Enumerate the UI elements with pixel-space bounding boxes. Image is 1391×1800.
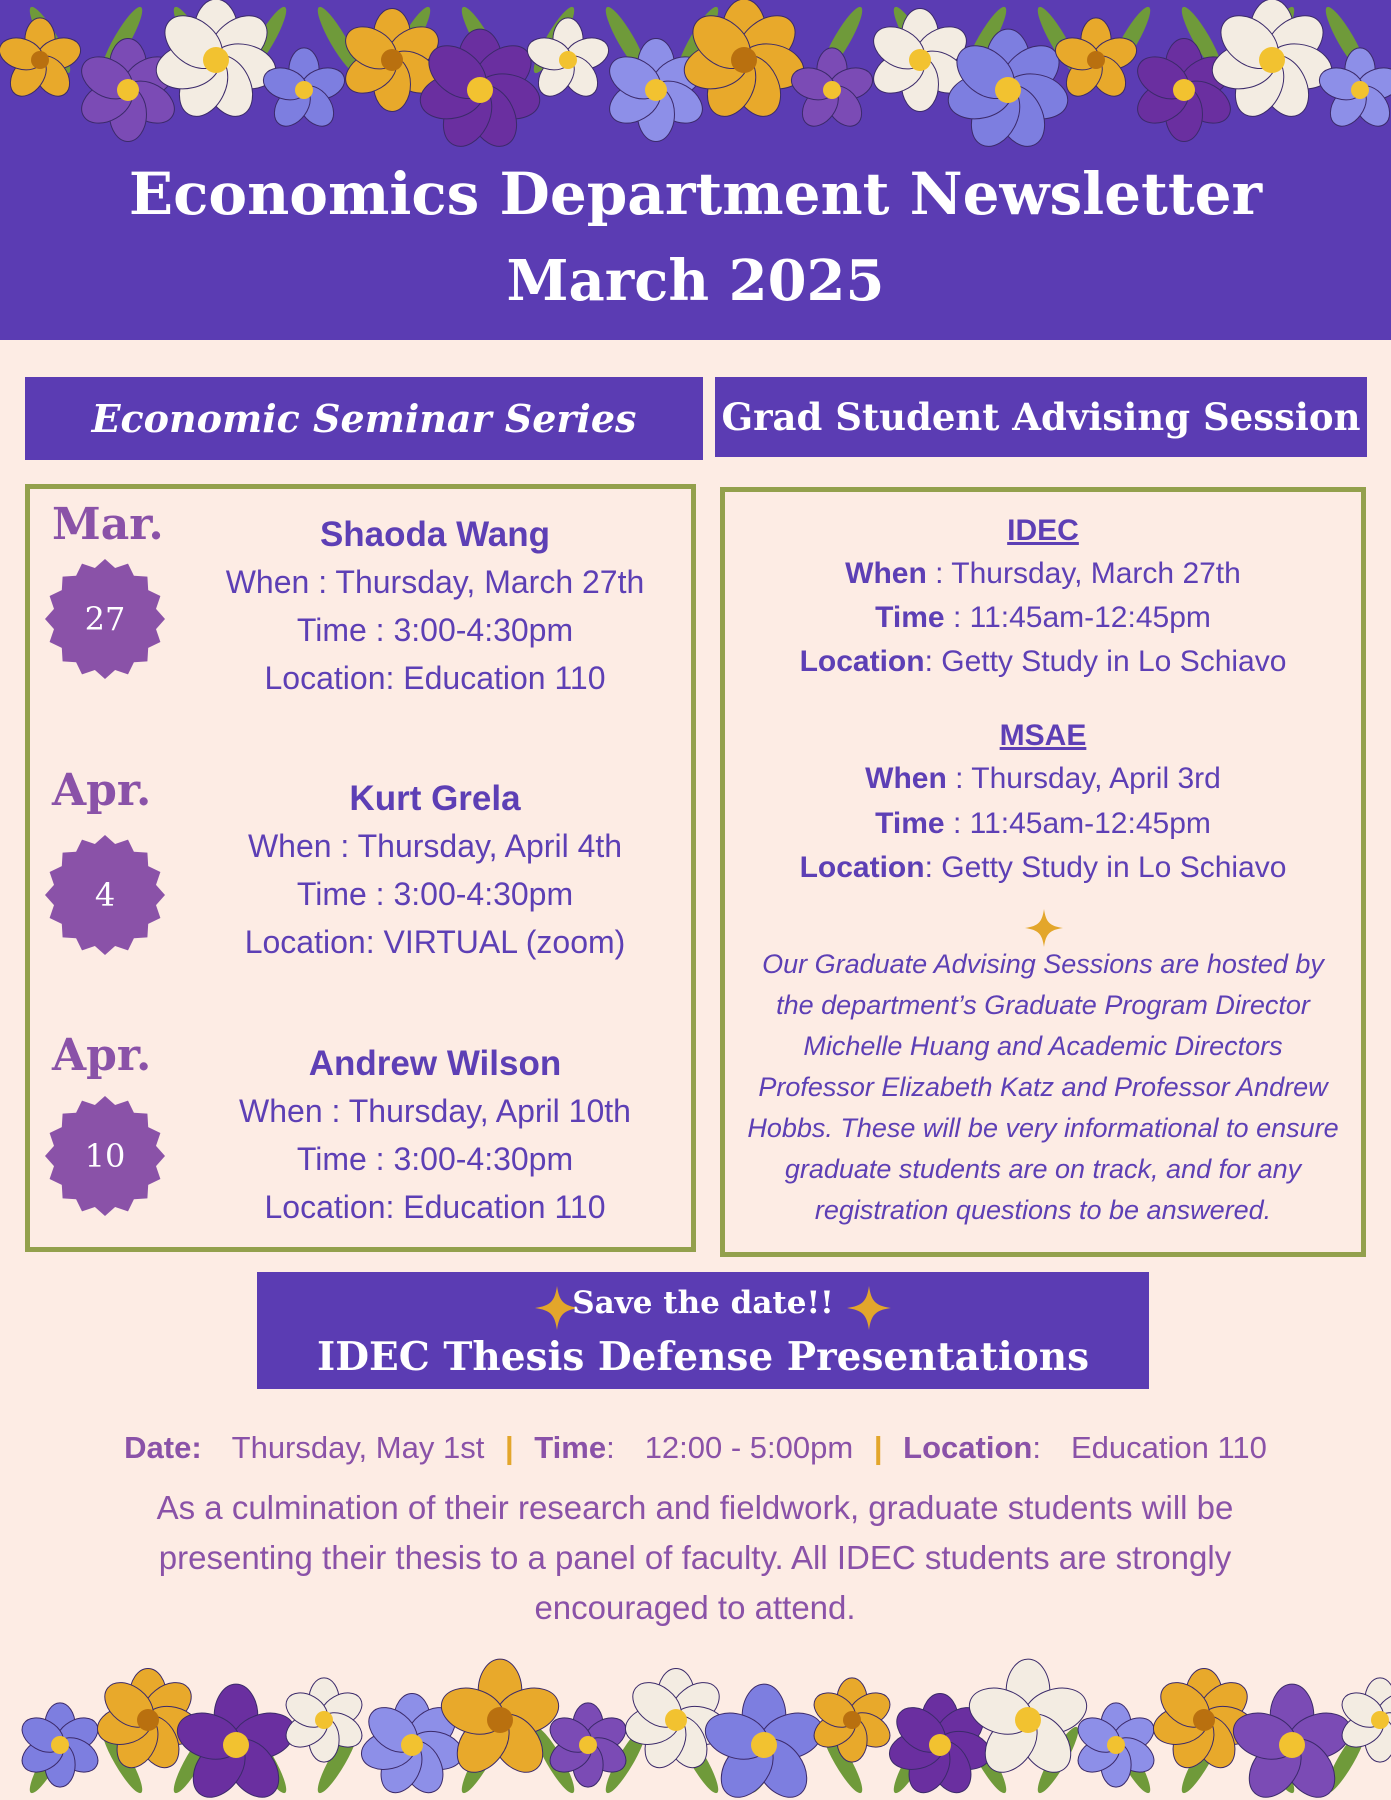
session-program: MSAE	[999, 719, 1087, 752]
session-time: Time : 11:45am-12:45pm	[875, 601, 1211, 634]
advising-description: Our Graduate Advising Sessions are hosted by the department’s Graduate Program Director Michelle Huang and Academic Directors Professor Elizabeth Katz and Professor Andrew Hobbs. These will be very informational to ensure graduate students are on track, and for any registration questions to be answered.	[747, 949, 1339, 1225]
event-when: When : Thursday, March 27th	[225, 564, 645, 600]
sparkle-icon	[1025, 909, 1063, 947]
event-month: Apr.	[52, 765, 152, 816]
flower-icon	[1072, 1703, 1160, 1787]
event-day: 27	[84, 600, 126, 638]
flower-border-decoration	[0, 1640, 1391, 1800]
flower-icon	[0, 18, 85, 103]
event-time: Time : 3:00-4:30pm	[296, 1141, 574, 1177]
flower-icon	[808, 1678, 896, 1762]
newsletter-date: March 2025	[506, 248, 885, 314]
save-the-date-label: Save the date!!	[572, 1285, 834, 1321]
separator: |	[873, 1430, 883, 1465]
time-value: 12:00 - 5:00pm	[644, 1430, 854, 1465]
flower-icon	[16, 1703, 104, 1787]
session-when: When : Thursday, April 3rd	[865, 762, 1221, 795]
session-when: When : Thursday, March 27th	[845, 557, 1241, 590]
thesis-defense-description: As a culmination of their research and fieldwork, graduate students will be presenting their thesis to a panel of faculty. All IDEC students are strongly encouraged to attend.	[156, 1489, 1234, 1626]
save-the-date-banner	[257, 1272, 1149, 1389]
newsletter-title: Economics Department Newsletter	[128, 160, 1263, 228]
event-time: Time : 3:00-4:30pm	[296, 876, 574, 912]
event-location: Location: Education 110	[264, 1189, 606, 1225]
event-day: 10	[84, 1137, 126, 1175]
thesis-defense-details: Date: Thursday, May 1st | Time: 12:00 - 5:00pm | Location: Education 110	[124, 1430, 1267, 1465]
session-location: Location: Getty Study in Lo Schiavo	[799, 645, 1287, 678]
location-label: Location	[903, 1430, 1033, 1465]
header	[0, 0, 1391, 340]
advising-session-box	[720, 487, 1366, 1257]
speaker-name: Shaoda Wang	[319, 515, 551, 554]
time-label: Time	[534, 1430, 607, 1465]
event-month: Mar.	[52, 499, 164, 550]
event-time: Time : 3:00-4:30pm	[296, 612, 574, 648]
event-day: 4	[94, 876, 116, 914]
flower-border-decoration	[0, 0, 1391, 160]
starburst-badge-icon	[45, 1096, 165, 1216]
event-location: Location: Education 110	[264, 660, 606, 696]
session-time: Time : 11:45am-12:45pm	[875, 807, 1211, 840]
event-month: Apr.	[52, 1030, 152, 1081]
separator: |	[504, 1430, 514, 1465]
session-program: IDEC	[1007, 514, 1079, 547]
date-label: Date:	[124, 1430, 202, 1465]
speaker-name: Andrew Wilson	[308, 1044, 562, 1083]
event-when: When : Thursday, April 10th	[239, 1093, 631, 1129]
thesis-defense-title: IDEC Thesis Defense Presentations	[316, 1334, 1090, 1380]
event-location: Location: VIRTUAL (zoom)	[244, 924, 626, 960]
date-value: Thursday, May 1st	[231, 1430, 485, 1465]
session-location: Location: Getty Study in Lo Schiavo	[799, 851, 1287, 884]
seminar-series-box	[25, 484, 696, 1252]
starburst-badge-icon	[45, 559, 165, 679]
event-when: When : Thursday, April 4th	[247, 828, 623, 864]
advising-session-banner: Grad Student Advising Session	[715, 377, 1367, 457]
speaker-name: Kurt Grela	[349, 779, 521, 818]
flower-icon	[280, 1678, 368, 1762]
starburst-badge-icon	[45, 835, 165, 955]
seminar-series-banner: Economic Seminar Series	[25, 377, 703, 460]
location-value: Education 110	[1070, 1430, 1267, 1465]
